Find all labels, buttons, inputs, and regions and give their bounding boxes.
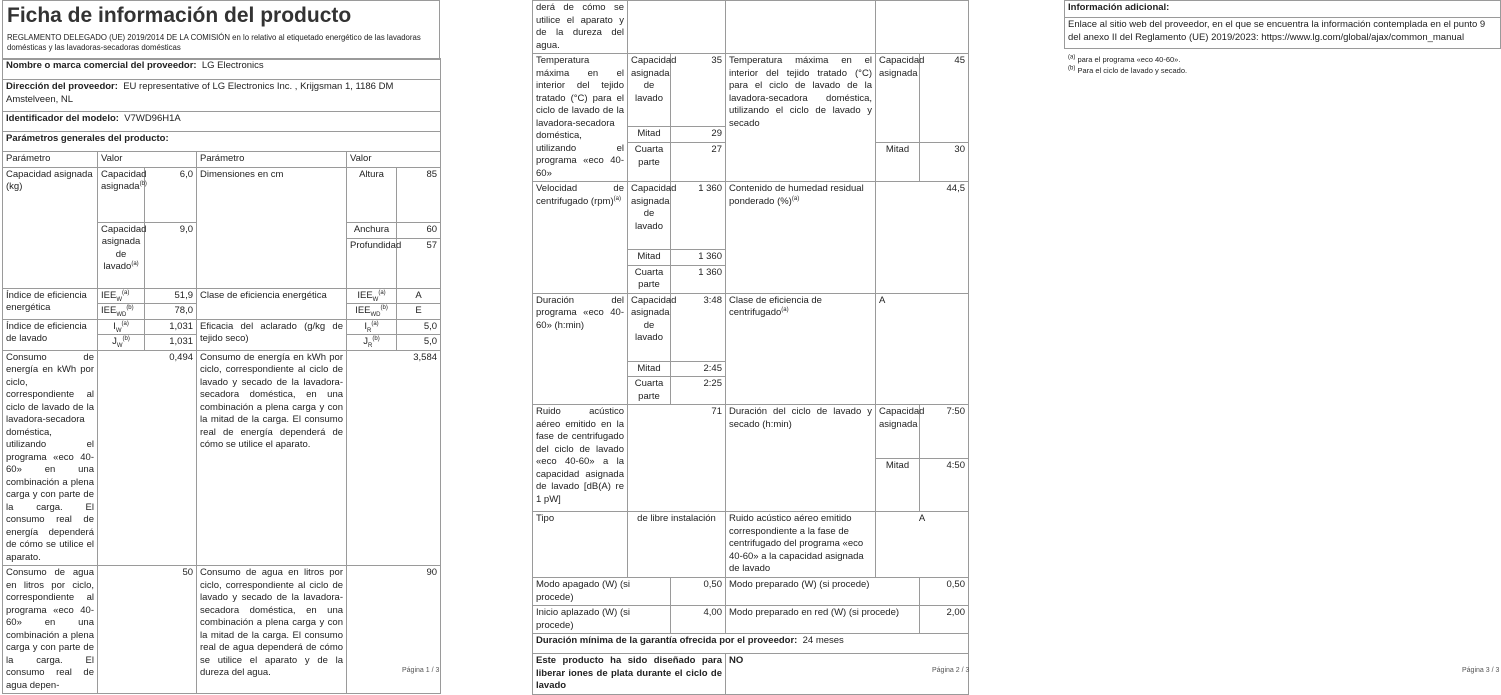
model-row	[3, 112, 441, 132]
width-label: Anchura	[347, 222, 397, 238]
eei-w-symbol: $IEE_W^{(a)}$	[98, 288, 145, 304]
parameters-table-page-1	[2, 151, 441, 694]
wd-duration-cap-value: 7:50	[920, 405, 969, 459]
rated-capacity-label: Capacidad asignada (kg)	[3, 167, 98, 288]
water-wd-value: 90	[347, 566, 441, 694]
spin-cap-value: 1 360	[671, 182, 726, 250]
spin-class-value: A	[876, 293, 969, 405]
network-label: Modo preparado en red (W) (si procede)	[726, 606, 920, 634]
page-2	[530, 0, 970, 691]
duration-half-value: 2:45	[671, 361, 726, 377]
jw-symbol: $J_W^{(b)}$	[98, 335, 145, 351]
duration-quarter-label: Cuarta parte	[628, 377, 671, 405]
type-value: de libre instalación	[628, 512, 726, 578]
silver-value: NO	[726, 654, 969, 695]
col-param-header: Parámetro	[3, 152, 98, 168]
document-title: Ficha de información del producto	[7, 4, 352, 27]
supplier-table	[2, 58, 441, 152]
continued-empty	[628, 1, 726, 54]
cap-drying-label: Capacidad asignada de lavado$^{(a)}$	[98, 222, 145, 288]
general-params-heading: Parámetros generales del producto:	[3, 132, 441, 152]
continued-empty-2	[726, 1, 876, 54]
duration-half-label: Mitad	[628, 361, 671, 377]
temp-cap-label: Capacidad asignada de lavado	[628, 54, 671, 127]
supplier-value: LG Electronics	[201, 60, 264, 71]
eei-w-class-symbol: $IEE_W^{(a)}$	[347, 288, 397, 304]
ir-value: 5,0	[397, 319, 441, 335]
page-number-2: Página 2 / 3	[932, 666, 970, 674]
additional-info-table	[1064, 0, 1501, 49]
standby-value: 0,50	[920, 578, 969, 606]
continued-text: derá de cómo se utilice el aparato y de la dureza del agua.	[533, 1, 628, 54]
spin-cap-label: Capacidad asignada de lavado	[628, 182, 671, 250]
noise-label: Ruido acústico aéreo emitido en la fase de centrifugado del ciclo de lavado «eco 40-60» a la capacidad asignada de lavado [dB(A) re 1 pW]	[533, 405, 628, 512]
eei-wd-class: E	[397, 304, 441, 320]
silver-label: Este producto ha sido diseñado para liberar iones de plata durante el ciclo de lavado	[533, 654, 726, 695]
eei-wd-class-symbol: $IEE_{WD}^{(b)}$	[347, 304, 397, 320]
moisture-value: 44,5	[876, 182, 969, 294]
wash-eff-label: Índice de eficiencia de lavado	[3, 319, 98, 350]
energy-wd-value: 3,584	[347, 350, 441, 566]
parameters-table-page-2	[532, 0, 969, 695]
address-value: EU representative of LG Electronics Inc. , Krijgsman 1, 1186 DM Amstelveen, NL	[6, 81, 394, 105]
cap-drying-value: 9,0	[145, 222, 197, 288]
depth-label: Profundidad	[347, 238, 397, 288]
regulation-text: REGLAMENTO DELEGADO (UE) 2019/2014 DE LA COMISIÓN en lo relativo al etiquetado energético de las lavadoras domésticas y las lavadoras-secadoras domésticas	[7, 33, 421, 52]
supplier-label: Nombre o marca comercial del proveedor:	[6, 60, 197, 71]
jw-value: 1,031	[145, 335, 197, 351]
temp-label: Temperatura máxima en el interior del tejido tratado (°C) para el ciclo de lavado de la lavadora-secadora doméstica, utilizando el programa «eco 40-60»	[533, 54, 628, 182]
footnotes	[1068, 54, 1488, 76]
wd-duration-label: Duración del ciclo de lavado y secado (h:min)	[726, 405, 876, 512]
noise-class-label: Ruido acústico aéreo emitido correspondiente a la fase de centrifugado del programa «eco 40-60» a la capacidad asignada de lavado	[726, 512, 876, 578]
additional-info-text: Enlace al sitio web del proveedor, en el que se encuentra la información contemplada en el punto 9 del anexo II del Reglamento (UE) 2019/2023: https://www.lg.com/global/ajax/common_manual	[1065, 18, 1501, 49]
noise-class-value: A	[876, 512, 969, 578]
warranty-value: 24 meses	[802, 635, 844, 646]
standby-label: Modo preparado (W) (si procede)	[726, 578, 920, 606]
page-number-3: Página 3 / 3	[1462, 666, 1500, 674]
temp-cap-value: 35	[671, 54, 726, 127]
page-3	[1060, 0, 1500, 679]
eei-label: Índice de eficiencia energética	[3, 288, 98, 319]
wd-duration-cap-label: Capacidad asignada	[876, 405, 920, 459]
energy-wd-label: Consumo de energía en kWh por ciclo, correspondiente al ciclo de lavado y secado de la lavadora-secadora doméstica, en una combinación a plena carga y con la mitad de la carga. El consumo real de energía dependerá de cómo se utilice el aparato.	[197, 350, 347, 566]
delay-value: 4,00	[671, 606, 726, 634]
spin-half-label: Mitad	[628, 250, 671, 266]
energy-wash-label: Consumo de energía en kWh por ciclo, correspondiente al ciclo de lavado de la lavadora-secadora doméstica, utilizando el programa «eco 40-60» en una combinación a plena carga y con parte de la carga. El consumo real de energía dependerá de cómo se utilice el aparato.	[3, 350, 98, 566]
depth-value: 57	[397, 238, 441, 288]
model-value: V7WD96H1A	[124, 113, 181, 124]
temp-wd-label: Temperatura máxima en el interior del tejido tratado (°C) para el ciclo de lavado de la lavadora-secadora doméstica, utilizando el ciclo de lavado y secado	[726, 54, 876, 182]
temp-wd-cap-label: Capacidad asignada	[876, 54, 920, 143]
water-wash-label: Consumo de agua en litros por ciclo, correspondiente al programa «eco 40-60» en una combinación a plena carga y con parte de la carga. El consumo real de agua depen-	[3, 566, 98, 694]
delay-label: Inicio aplazado (W) (si procede)	[533, 606, 671, 634]
eei-w-value: 51,9	[145, 288, 197, 304]
model-label: Identificador del modelo:	[6, 113, 119, 124]
width-value: 60	[397, 222, 441, 238]
spin-class-label: Clase de eficiencia de centrifugado$^{(a)}$	[726, 293, 876, 405]
off-value: 0,50	[671, 578, 726, 606]
address-label: Dirección del proveedor:	[6, 81, 118, 92]
col-value-header-2: Valor	[347, 152, 441, 168]
page-1	[0, 0, 440, 691]
warranty-row	[533, 634, 969, 654]
temp-wd-cap-value: 45	[920, 54, 969, 143]
duration-quarter-value: 2:25	[671, 377, 726, 405]
spin-quarter-label: Cuarta parte	[628, 265, 671, 293]
eei-wd-symbol: $IEE_{WD}^{(b)}$	[98, 304, 145, 320]
spin-label: Velocidad de centrifugado (rpm)$^{(a)}$	[533, 182, 628, 294]
duration-label: Duración del programa «eco 40-60» (h:min)	[533, 293, 628, 405]
temp-quarter-value: 27	[671, 143, 726, 182]
height-value: 85	[397, 167, 441, 222]
ir-symbol: $I_R^{(a)}$	[347, 319, 397, 335]
moisture-label: Contenido de humedad residual ponderado (%)$^{(a)}$	[726, 182, 876, 294]
jr-value: 5,0	[397, 335, 441, 351]
duration-cap-value: 3:48	[671, 293, 726, 361]
water-wash-value: 50	[98, 566, 197, 694]
page-number-1: Página 1 / 3	[402, 666, 440, 674]
duration-cap-label: Capacidad asignada de lavado	[628, 293, 671, 361]
energy-class-label: Clase de eficiencia energética	[197, 288, 347, 319]
continued-empty-3	[876, 1, 969, 54]
spin-quarter-value: 1 360	[671, 265, 726, 293]
dimensions-label: Dimensiones en cm	[197, 167, 347, 288]
supplier-row	[3, 59, 441, 80]
cap-washing-value: 6,0	[145, 167, 197, 222]
footnote-a: $^{(a)}$ para el programa «eco 40-60».	[1068, 54, 1181, 64]
footnote-b: $^{(b)}$ Para el ciclo de lavado y secado.	[1068, 65, 1188, 75]
jr-symbol: $J_R^{(b)}$	[347, 335, 397, 351]
temp-half-value: 29	[671, 126, 726, 143]
warranty-label: Duración mínima de la garantía ofrecida por el proveedor:	[536, 635, 798, 646]
temp-wd-half-value: 30	[920, 143, 969, 182]
type-label: Tipo	[533, 512, 628, 578]
col-param-header-2: Parámetro	[197, 152, 347, 168]
cap-washing-label: Capacidad asignada$^{(b)}$	[98, 167, 145, 222]
iw-value: 1,031	[145, 319, 197, 335]
spin-half-value: 1 360	[671, 250, 726, 266]
noise-value: 71	[628, 405, 726, 512]
col-value-header: Valor	[98, 152, 197, 168]
temp-quarter-label: Cuarta parte	[628, 143, 671, 182]
height-label: Altura	[347, 167, 397, 222]
rinse-label: Eficacia del aclarado (g/kg de tejido seco)	[197, 319, 347, 350]
energy-wash-value: 0,494	[98, 350, 197, 566]
network-value: 2,00	[920, 606, 969, 634]
off-label: Modo apagado (W) (si procede)	[533, 578, 671, 606]
wd-duration-half-value: 4:50	[920, 459, 969, 512]
eei-wd-value: 78,0	[145, 304, 197, 320]
temp-wd-half-label: Mitad	[876, 143, 920, 182]
iw-symbol: $I_W^{(a)}$	[98, 319, 145, 335]
additional-info-label: Información adicional:	[1065, 1, 1501, 18]
wd-duration-half-label: Mitad	[876, 459, 920, 512]
water-wd-label: Consumo de agua en litros por ciclo, correspondiente al ciclo de lavado y secado de la lavadora-secadora doméstica, en una combinación a plena carga y con la mitad de la carga. El consumo real de agua dependerá de cómo se utilice el aparato y de la dureza del agua.	[197, 566, 347, 694]
temp-half-label: Mitad	[628, 126, 671, 143]
address-row	[3, 80, 441, 112]
eei-w-class: A	[397, 288, 441, 304]
